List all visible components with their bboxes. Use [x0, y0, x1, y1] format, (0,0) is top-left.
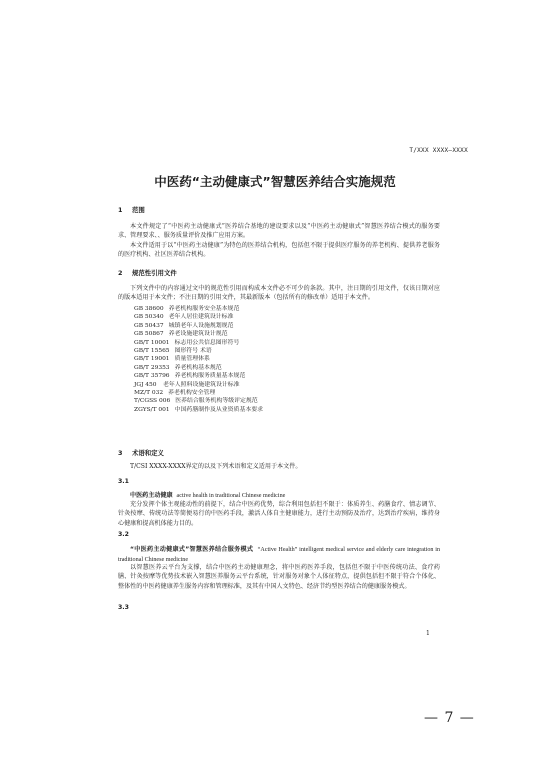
reference-list [134, 305, 263, 414]
section-2-heading [118, 268, 177, 277]
term-3-2-definition: 以智慧医养云平台为支撑，结合中医药主动健康理念，将中医药医养手段，包括但不限于中医传统功法、食疗药膳、针灸按摩等优势技术嵌入智慧医养服务云平台系统，针对服务对象个人体征特点，提供包括但不限于符合个体化、整体性的中医药健康养生服务内容和管理标准，及其有中国人文特色、经济节约型医养结合的健康服务模式。 [118, 564, 440, 590]
section-1-heading [118, 205, 145, 214]
reference-code: GB/T 15565 [134, 348, 170, 355]
section-number: 3 [118, 449, 123, 457]
reference-title: 养老机构安全管理 [168, 390, 216, 397]
reference-code: GB/T 29353 [134, 364, 170, 371]
reference-title: 医养结合服务机构等级评定规范 [175, 398, 258, 405]
page-number: 1 [426, 630, 430, 637]
reference-item [134, 330, 263, 338]
reference-code: GB/T 35796 [134, 373, 170, 380]
folio-number: — 7 — [424, 710, 475, 726]
reference-title: 养老机构服务质量基本规范 [174, 373, 246, 380]
term-3-1-definition: 充分发挥个体主观能动性的前提下，结合中医药优势，综合利用包括但不限于：体质养生、药膳食疗、情志调节、针灸按摩、传统功法等简便易行的中医药手段，激活人体自主健康能力，进行主动预防及治疗，达到治疗疾病，维持身心健康和提高机体能力目的。 [118, 501, 440, 527]
section-3-heading [118, 448, 164, 457]
document-title: 中医药“主动健康式”智慧医养结合实施规范 [154, 174, 396, 189]
scope-paragraph-2: 本文件适用于以“中医药主动健康”为特色的医养结合机构，包括但不限于提供医疗服务的养老机构、提供养老服务的医疗机构、社区医养结合机构。 [118, 242, 440, 259]
reference-code: GB 50867 [134, 331, 164, 338]
term-name: 中医药主动健康 [130, 492, 173, 499]
terms-intro: T/CSI XXXX-XXXX界定的以及下列术语和定义适用于本文件。 [130, 463, 302, 470]
scope-paragraph-1: 本文件规定了“中医药主动健康式”医养结合基地的建设要求以及“中医药主动健康式”智慧医养结合模式的服务要求、管理要求、、服务质量评价及推广应用方案。 [118, 223, 440, 240]
reference-title: 养老设施建筑设计规范 [168, 331, 228, 338]
reference-item [134, 347, 263, 355]
reference-item [134, 364, 263, 372]
reference-item [134, 339, 263, 347]
reference-code: ZGYS/T 001 [134, 406, 170, 413]
reference-item [134, 322, 263, 330]
reference-item [134, 305, 263, 313]
clause-3-3-number: 3.3 [118, 604, 129, 611]
section-title: 范围 [132, 206, 145, 214]
reference-title: 图形符号 术语 [174, 348, 212, 355]
reference-item [134, 372, 263, 380]
reference-item [134, 397, 263, 405]
section-title: 规范性引用文件 [132, 269, 177, 277]
reference-title: 老年人居住建筑设计标准 [168, 314, 234, 321]
reference-item [134, 406, 263, 414]
term-english: active health in traditional Chinese medicine [176, 493, 286, 499]
reference-code: GB/T 10001 [134, 339, 170, 346]
term-english: “Active Health” intelligent medical service and elderly care integration in traditional Chinese medicine [118, 547, 441, 564]
reference-title: 养老机构服务安全基本规范 [168, 306, 240, 312]
reference-code: GB/T 19001 [134, 356, 170, 363]
normative-references-intro: 下列文件中的内容通过文中的规范性引用而构成本文件必不可少的条款。其中，注日期的引用文件，仅该日期对应的版本适用于本文件；不注日期的引用文件，其最新版本（包括所有的修改单）适用于本文件。 [118, 285, 440, 302]
section-title: 术语和定义 [132, 449, 164, 457]
reference-code: GB 50437 [134, 322, 164, 329]
section-number: 2 [118, 269, 123, 277]
reference-title: 中国药膳制作及从业资质基本要求 [174, 406, 264, 413]
reference-title: 老年人照料设施建筑设计标准 [163, 381, 240, 388]
reference-code: GB 38600 [134, 306, 164, 312]
reference-item [134, 389, 263, 397]
reference-code: GB 50340 [134, 314, 164, 321]
reference-item [134, 313, 263, 321]
reference-item [134, 355, 263, 363]
reference-code: T/CGSS 006 [134, 398, 171, 405]
reference-title: 养老机构基本规范 [174, 364, 222, 371]
reference-item [134, 381, 263, 389]
reference-title: 城镇老年人设施规划规范 [168, 322, 234, 329]
clause-3-1-number: 3.1 [118, 478, 129, 485]
reference-code: JGJ 450 [134, 381, 157, 388]
clause-3-2-number: 3.2 [118, 531, 129, 538]
reference-title: 质量管理体系 [174, 356, 210, 363]
standard-code: T/XXX XXXX—XXXX [409, 147, 468, 154]
reference-code: MZ/T 032 [134, 390, 164, 397]
reference-title: 标志用公共信息图形符号 [174, 339, 240, 346]
term-name: “中医药主动健康式”智慧医养结合服务模式 [130, 546, 254, 553]
section-number: 1 [118, 206, 123, 214]
